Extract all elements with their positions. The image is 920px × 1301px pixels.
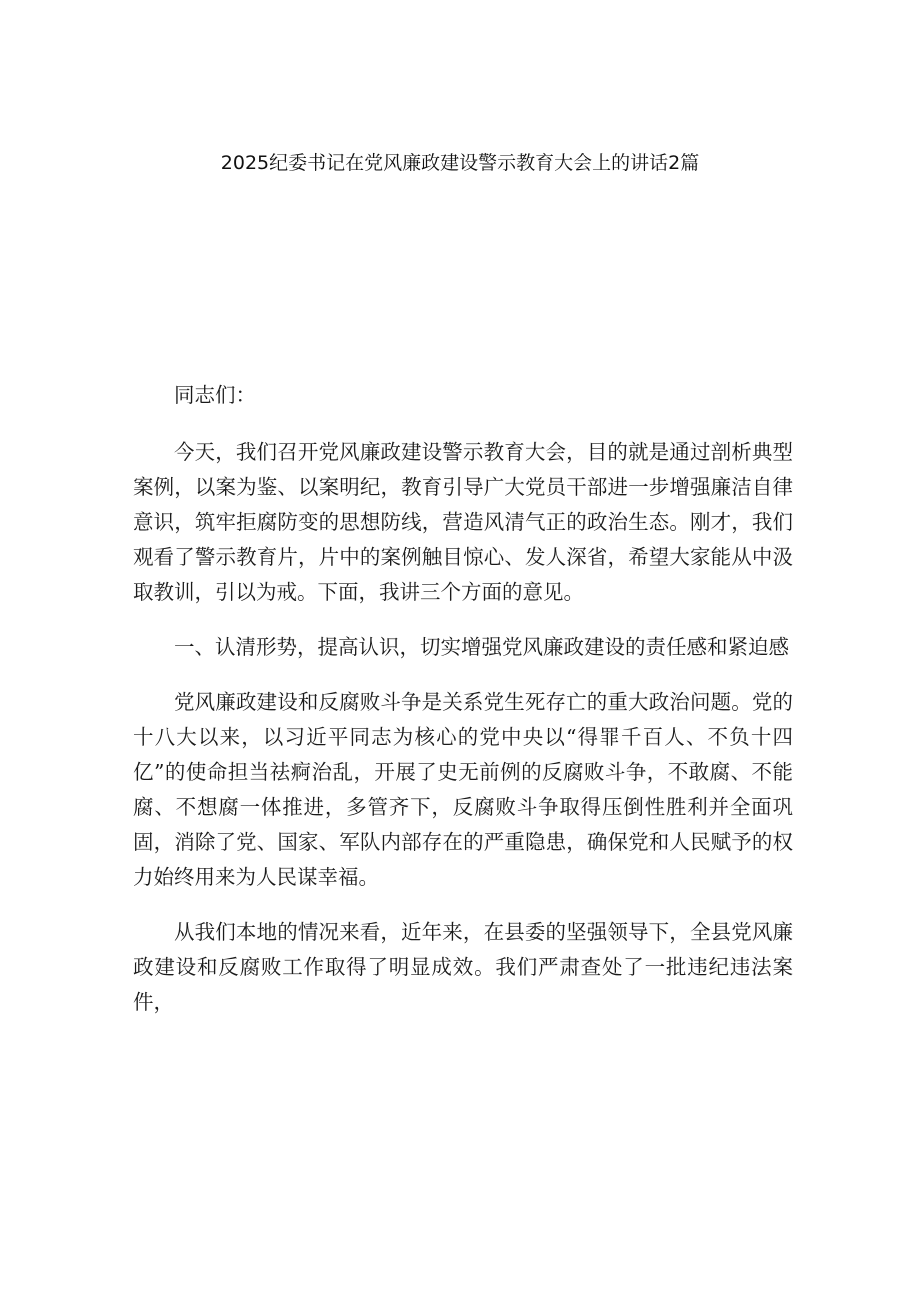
paragraph-intro: 今天，我们召开党风廉政建设警示教育大会，目的就是通过剖析典型案例，以案为鉴、以案明纪，教育引导广大党员干部进一步增强廉洁自律意识，筑牢拒腐防变的思想防线，营造风清气正的政治生态。刚才，我们观看了警示教育片，片中的案例触目惊心、发人深省，希望大家能从中汲取教训，引以为戒。下面，我讲三个方面的意见。 bbox=[133, 440, 793, 604]
paragraph-situation: 党风廉政建设和反腐败斗争是关系党生死存亡的重大政治问题。党的十八大以来，以习近平同志为核心的党中央以“得罪千百人、不负十四亿”的使命担当祛痾治乱，开展了史无前例的反腐败斗争，不敢腐、不能腐、不想腐一体推进，多管齐下，反腐败斗争取得压倒性胜利并全面巩固，消除了党、国家、军队内部存在的严重隐患，确保党和人民赋予的权力始终用来为人民谋幸福。 bbox=[133, 690, 793, 889]
paragraph-local: 从我们本地的情况来看，近年来，在县委的坚强领导下，全县党风廉政建设和反腐败工作取得了明显成效。我们严肃查处了一批违纪违法案件， bbox=[133, 920, 793, 1014]
section-heading: 一、认清形势，提高认识，切实增强党风廉政建设的责任感和紧迫感 bbox=[174, 635, 789, 659]
document-title: 2025纪委书记在党风廉政建设警示教育大会上的讲话2篇 bbox=[220, 152, 700, 174]
document-body bbox=[133, 378, 793, 1020]
greeting: 同志们： bbox=[174, 383, 256, 407]
